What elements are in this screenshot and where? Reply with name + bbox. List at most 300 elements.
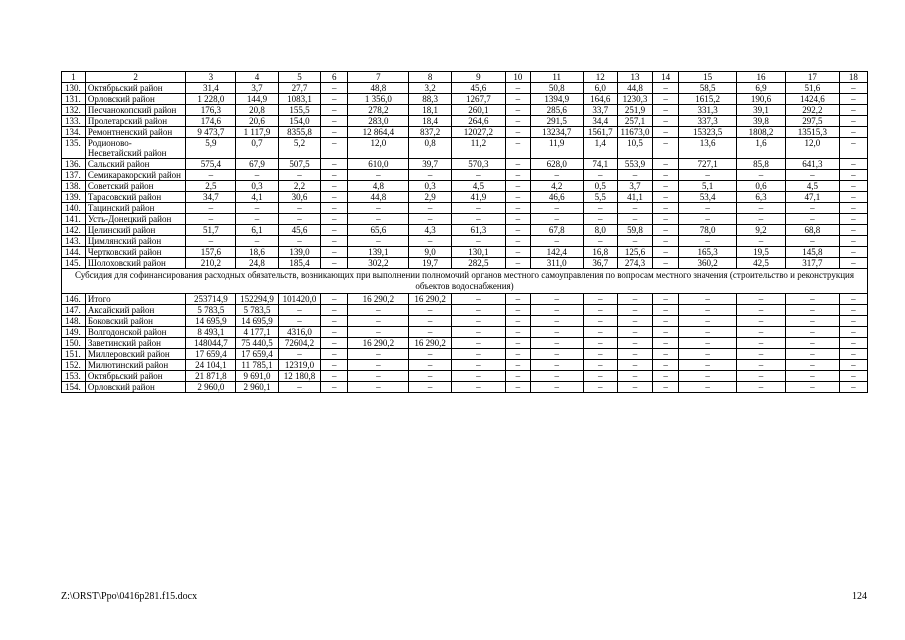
table-row <box>62 127 868 138</box>
value-cell: – <box>785 382 839 393</box>
value-cell: – <box>653 181 679 192</box>
value-cell: 45,6 <box>278 225 321 236</box>
value-cell: – <box>737 327 786 338</box>
value-cell: 5,2 <box>278 138 321 159</box>
column-number: 17 <box>785 72 839 83</box>
value-cell: – <box>583 294 617 305</box>
value-cell: 1267,7 <box>451 94 505 105</box>
value-cell: – <box>653 192 679 203</box>
value-cell: 15323,5 <box>679 127 737 138</box>
value-cell: 1230,3 <box>617 94 652 105</box>
value-cell: – <box>737 349 786 360</box>
value-cell: – <box>530 236 583 247</box>
value-cell: – <box>653 214 679 225</box>
district-name: Песчанокопский район <box>85 105 186 116</box>
value-cell: 36,7 <box>583 258 617 269</box>
row-number: 130. <box>62 83 86 94</box>
row-number: 145. <box>62 258 86 269</box>
value-cell: 641,3 <box>785 159 839 170</box>
value-cell: 51,6 <box>785 83 839 94</box>
value-cell: – <box>321 247 348 258</box>
value-cell: 5 783,5 <box>236 305 279 316</box>
value-cell: – <box>679 371 737 382</box>
value-cell: – <box>505 382 530 393</box>
value-cell: – <box>409 360 452 371</box>
value-cell: 20,8 <box>236 105 279 116</box>
value-cell: – <box>679 236 737 247</box>
value-cell: – <box>505 127 530 138</box>
value-cell: – <box>653 203 679 214</box>
value-cell: 4,3 <box>409 225 452 236</box>
value-cell: 1,6 <box>737 138 786 159</box>
value-cell: – <box>409 236 452 247</box>
value-cell: – <box>505 159 530 170</box>
district-name: Итого <box>85 294 186 305</box>
column-number: 10 <box>505 72 530 83</box>
value-cell: 13234,7 <box>530 127 583 138</box>
value-cell: 139,0 <box>278 247 321 258</box>
value-cell: 61,3 <box>451 225 505 236</box>
table-row <box>62 327 868 338</box>
header-row <box>62 72 868 83</box>
value-cell: 152294,9 <box>236 294 279 305</box>
row-number: 132. <box>62 105 86 116</box>
value-cell: 190,6 <box>737 94 786 105</box>
value-cell: 18,4 <box>409 116 452 127</box>
value-cell: – <box>583 214 617 225</box>
value-cell: – <box>679 360 737 371</box>
column-number: 13 <box>617 72 652 83</box>
value-cell: – <box>583 316 617 327</box>
value-cell: 2 960,1 <box>236 382 279 393</box>
value-cell: – <box>451 327 505 338</box>
value-cell: – <box>839 360 867 371</box>
value-cell: – <box>653 105 679 116</box>
district-name: Тарасовский район <box>85 192 186 203</box>
value-cell: – <box>583 349 617 360</box>
value-cell: 5,9 <box>186 138 236 159</box>
value-cell: 51,7 <box>186 225 236 236</box>
value-cell: – <box>653 382 679 393</box>
value-cell: 46,6 <box>530 192 583 203</box>
row-number: 143. <box>62 236 86 247</box>
value-cell: – <box>653 316 679 327</box>
value-cell: – <box>505 258 530 269</box>
value-cell: – <box>530 305 583 316</box>
value-cell: – <box>186 214 236 225</box>
value-cell: – <box>321 181 348 192</box>
value-cell: – <box>278 170 321 181</box>
row-number: 134. <box>62 127 86 138</box>
table-row <box>62 247 868 258</box>
value-cell: – <box>653 305 679 316</box>
row-number: 136. <box>62 159 86 170</box>
value-cell: – <box>451 371 505 382</box>
value-cell: – <box>583 327 617 338</box>
value-cell: 260,1 <box>451 105 505 116</box>
value-cell: 11,2 <box>451 138 505 159</box>
value-cell: – <box>785 305 839 316</box>
value-cell: – <box>186 203 236 214</box>
district-name: Волгодонской район <box>85 327 186 338</box>
value-cell: – <box>737 236 786 247</box>
value-cell: 297,5 <box>785 116 839 127</box>
value-cell: – <box>278 214 321 225</box>
value-cell: – <box>679 305 737 316</box>
value-cell: – <box>348 305 409 316</box>
value-cell: – <box>321 138 348 159</box>
value-cell: 85,8 <box>737 159 786 170</box>
value-cell: 72604,2 <box>278 338 321 349</box>
value-cell: 33,7 <box>583 105 617 116</box>
row-number: 147. <box>62 305 86 316</box>
value-cell: – <box>583 360 617 371</box>
column-number: 12 <box>583 72 617 83</box>
district-name: Тацинский район <box>85 203 186 214</box>
value-cell: 18,6 <box>236 247 279 258</box>
column-number: 2 <box>85 72 186 83</box>
row-number: 149. <box>62 327 86 338</box>
value-cell: 41,1 <box>617 192 652 203</box>
value-cell: – <box>737 294 786 305</box>
value-cell: 3,7 <box>617 181 652 192</box>
value-cell: – <box>617 371 652 382</box>
district-name: Чертковский район <box>85 247 186 258</box>
value-cell: 837,2 <box>409 127 452 138</box>
value-cell: 155,5 <box>278 105 321 116</box>
value-cell: – <box>348 214 409 225</box>
value-cell: – <box>653 371 679 382</box>
value-cell: 507,5 <box>278 159 321 170</box>
value-cell: – <box>785 338 839 349</box>
value-cell: 101420,0 <box>278 294 321 305</box>
value-cell: 1 117,9 <box>236 127 279 138</box>
value-cell: – <box>409 203 452 214</box>
column-number: 1 <box>62 72 86 83</box>
value-cell: 78,0 <box>679 225 737 236</box>
row-number: 154. <box>62 382 86 393</box>
table-row <box>62 382 868 393</box>
value-cell: 1424,6 <box>785 94 839 105</box>
page-number: 124 <box>852 591 867 602</box>
value-cell: 2 960,0 <box>186 382 236 393</box>
value-cell: 164,6 <box>583 94 617 105</box>
value-cell: 17 659,4 <box>186 349 236 360</box>
value-cell: 8,0 <box>583 225 617 236</box>
value-cell: 42,5 <box>737 258 786 269</box>
value-cell: 317,7 <box>785 258 839 269</box>
value-cell: 575,4 <box>186 159 236 170</box>
value-cell: – <box>617 203 652 214</box>
value-cell: – <box>839 159 867 170</box>
value-cell: – <box>321 327 348 338</box>
value-cell: – <box>321 94 348 105</box>
value-cell: 19,5 <box>737 247 786 258</box>
value-cell: 11 785,1 <box>236 360 279 371</box>
value-cell: – <box>505 138 530 159</box>
value-cell: 24,8 <box>236 258 279 269</box>
value-cell: – <box>278 316 321 327</box>
column-number: 16 <box>737 72 786 83</box>
row-number: 153. <box>62 371 86 382</box>
value-cell: – <box>839 371 867 382</box>
value-cell: 0,3 <box>236 181 279 192</box>
value-cell: – <box>839 327 867 338</box>
row-number: 141. <box>62 214 86 225</box>
value-cell: 278,2 <box>348 105 409 116</box>
row-number: 133. <box>62 116 86 127</box>
value-cell: – <box>617 382 652 393</box>
value-cell: – <box>785 371 839 382</box>
value-cell: – <box>409 214 452 225</box>
value-cell: 264,6 <box>451 116 505 127</box>
value-cell: – <box>785 349 839 360</box>
value-cell: 1394,9 <box>530 94 583 105</box>
value-cell: – <box>409 327 452 338</box>
value-cell: 16 290,2 <box>409 338 452 349</box>
table-row <box>62 181 868 192</box>
value-cell: 257,1 <box>617 116 652 127</box>
value-cell: – <box>679 170 737 181</box>
value-cell: 88,3 <box>409 94 452 105</box>
value-cell: 5,5 <box>583 192 617 203</box>
value-cell: – <box>451 316 505 327</box>
value-cell: – <box>617 338 652 349</box>
table-row <box>62 203 868 214</box>
row-number: 146. <box>62 294 86 305</box>
column-number: 5 <box>278 72 321 83</box>
table-row <box>62 258 868 269</box>
value-cell: – <box>321 294 348 305</box>
value-cell: 1808,2 <box>737 127 786 138</box>
value-cell: – <box>505 360 530 371</box>
value-cell: 148044,7 <box>186 338 236 349</box>
value-cell: 6,9 <box>737 83 786 94</box>
value-cell: – <box>839 203 867 214</box>
value-cell: 39,7 <box>409 159 452 170</box>
value-cell: – <box>617 327 652 338</box>
value-cell: – <box>321 236 348 247</box>
value-cell: – <box>409 349 452 360</box>
value-cell: – <box>530 327 583 338</box>
value-cell: 165,3 <box>679 247 737 258</box>
value-cell: – <box>451 338 505 349</box>
row-number: 150. <box>62 338 86 349</box>
value-cell: – <box>348 382 409 393</box>
value-cell: 65,6 <box>348 225 409 236</box>
value-cell: – <box>839 192 867 203</box>
value-cell: – <box>321 371 348 382</box>
table-row <box>62 83 868 94</box>
value-cell: – <box>737 214 786 225</box>
value-cell: – <box>839 382 867 393</box>
value-cell: 1561,7 <box>583 127 617 138</box>
district-name: Милютинский район <box>85 360 186 371</box>
value-cell: – <box>505 203 530 214</box>
value-cell: 27,7 <box>278 83 321 94</box>
value-cell: – <box>839 170 867 181</box>
value-cell: 75 440,5 <box>236 338 279 349</box>
value-cell: 130,1 <box>451 247 505 258</box>
value-cell: 253714,9 <box>186 294 236 305</box>
value-cell: 12 180,8 <box>278 371 321 382</box>
value-cell: 41,9 <box>451 192 505 203</box>
value-cell: 14 695,9 <box>186 316 236 327</box>
value-cell: – <box>348 236 409 247</box>
value-cell: – <box>839 94 867 105</box>
value-cell: – <box>679 349 737 360</box>
value-cell: 185,4 <box>278 258 321 269</box>
row-number: 148. <box>62 316 86 327</box>
value-cell: 331,3 <box>679 105 737 116</box>
value-cell: – <box>785 327 839 338</box>
value-cell: 570,3 <box>451 159 505 170</box>
value-cell: – <box>583 371 617 382</box>
district-name: Родионово-Несветайский район <box>85 138 186 159</box>
value-cell: – <box>737 382 786 393</box>
value-cell: – <box>505 192 530 203</box>
value-cell: 13515,3 <box>785 127 839 138</box>
value-cell: – <box>679 214 737 225</box>
value-cell: – <box>785 294 839 305</box>
value-cell: – <box>583 382 617 393</box>
value-cell: – <box>530 382 583 393</box>
value-cell: 12,0 <box>348 138 409 159</box>
value-cell: – <box>451 214 505 225</box>
value-cell: – <box>505 214 530 225</box>
value-cell: – <box>530 170 583 181</box>
value-cell: – <box>505 94 530 105</box>
value-cell: – <box>583 338 617 349</box>
district-name: Ремонтненский район <box>85 127 186 138</box>
value-cell: 610,0 <box>348 159 409 170</box>
value-cell: 5 783,5 <box>186 305 236 316</box>
value-cell: – <box>530 360 583 371</box>
value-cell: 6,0 <box>583 83 617 94</box>
value-cell: 10,5 <box>617 138 652 159</box>
value-cell: – <box>321 214 348 225</box>
district-name: Октябрьский район <box>85 83 186 94</box>
value-cell: – <box>583 170 617 181</box>
column-number: 7 <box>348 72 409 83</box>
value-cell: 4,8 <box>348 181 409 192</box>
value-cell: – <box>321 192 348 203</box>
value-cell: 21 871,8 <box>186 371 236 382</box>
value-cell: – <box>785 360 839 371</box>
value-cell: – <box>737 360 786 371</box>
value-cell: – <box>236 214 279 225</box>
value-cell: 30,6 <box>278 192 321 203</box>
row-number: 142. <box>62 225 86 236</box>
value-cell: – <box>653 94 679 105</box>
table-row <box>62 316 868 327</box>
value-cell: 4,1 <box>236 192 279 203</box>
district-name: Советский район <box>85 181 186 192</box>
value-cell: – <box>321 170 348 181</box>
value-cell: 14 695,9 <box>236 316 279 327</box>
value-cell: – <box>321 127 348 138</box>
value-cell: 58,5 <box>679 83 737 94</box>
value-cell: – <box>505 294 530 305</box>
value-cell: – <box>505 371 530 382</box>
value-cell: – <box>785 170 839 181</box>
value-cell: 1 228,0 <box>186 94 236 105</box>
value-cell: – <box>839 181 867 192</box>
value-cell: – <box>530 203 583 214</box>
value-cell: – <box>321 360 348 371</box>
value-cell: 2,2 <box>278 181 321 192</box>
value-cell: 0,8 <box>409 138 452 159</box>
value-cell: – <box>653 236 679 247</box>
value-cell: – <box>451 236 505 247</box>
value-cell: 285,6 <box>530 105 583 116</box>
value-cell: – <box>236 203 279 214</box>
value-cell: – <box>839 294 867 305</box>
column-number: 18 <box>839 72 867 83</box>
district-name: Аксайский район <box>85 305 186 316</box>
value-cell: – <box>505 105 530 116</box>
district-name: Боковский район <box>85 316 186 327</box>
value-cell: – <box>839 236 867 247</box>
value-cell: – <box>505 83 530 94</box>
table-row <box>62 236 868 247</box>
table-row <box>62 360 868 371</box>
value-cell: 0,3 <box>409 181 452 192</box>
value-cell: – <box>505 316 530 327</box>
value-cell: 53,4 <box>679 192 737 203</box>
value-cell: 2,9 <box>409 192 452 203</box>
value-cell: 9,0 <box>409 247 452 258</box>
value-cell: 4 177,1 <box>236 327 279 338</box>
value-cell: 1083,1 <box>278 94 321 105</box>
value-cell: – <box>530 371 583 382</box>
value-cell: – <box>186 236 236 247</box>
value-cell: – <box>451 349 505 360</box>
value-cell: – <box>321 382 348 393</box>
table-row <box>62 94 868 105</box>
value-cell: 12 864,4 <box>348 127 409 138</box>
value-cell: 283,0 <box>348 116 409 127</box>
value-cell: – <box>321 305 348 316</box>
value-cell: 4,5 <box>451 181 505 192</box>
value-cell: 210,2 <box>186 258 236 269</box>
value-cell: – <box>839 127 867 138</box>
value-cell: – <box>321 159 348 170</box>
value-cell: 3,7 <box>236 83 279 94</box>
value-cell: – <box>653 360 679 371</box>
value-cell: 0,5 <box>583 181 617 192</box>
value-cell: 282,5 <box>451 258 505 269</box>
value-cell: – <box>321 316 348 327</box>
value-cell: – <box>653 170 679 181</box>
value-cell: – <box>653 294 679 305</box>
value-cell: – <box>409 371 452 382</box>
value-cell: – <box>653 327 679 338</box>
value-cell: – <box>348 360 409 371</box>
value-cell: – <box>530 316 583 327</box>
value-cell: – <box>278 305 321 316</box>
value-cell: 0,6 <box>737 181 786 192</box>
value-cell: – <box>653 159 679 170</box>
value-cell: 12027,2 <box>451 127 505 138</box>
value-cell: – <box>348 170 409 181</box>
column-number: 9 <box>451 72 505 83</box>
value-cell: 45,6 <box>451 83 505 94</box>
row-number: 139. <box>62 192 86 203</box>
table-row <box>62 116 868 127</box>
value-cell: – <box>505 247 530 258</box>
value-cell: – <box>278 236 321 247</box>
